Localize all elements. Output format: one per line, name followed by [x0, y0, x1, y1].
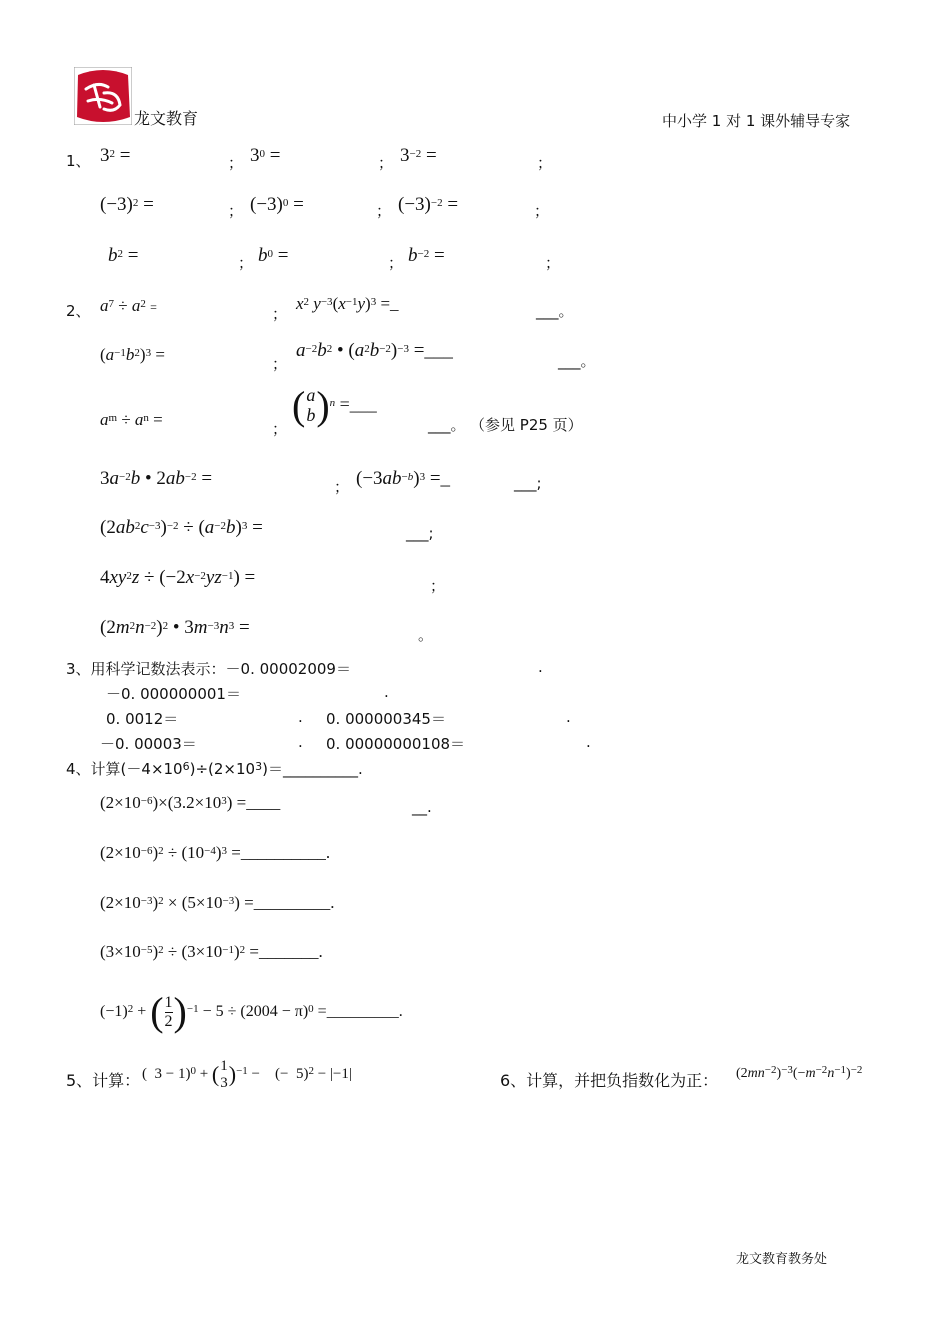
q2-blank-3: ___。 [428, 416, 466, 434]
q1-expr-1: $3^2$ = [100, 145, 131, 166]
q5-label: 5、计算： [66, 1071, 141, 1090]
q1-semicolon: ； [378, 154, 394, 172]
q1-number: 1、 [66, 152, 91, 170]
q4-expr-2: $(2\times 10^{-6})^2 \div (10^{-4})^3$ =__________. [100, 843, 331, 862]
q2-expr-10: $4xy^2z \div (-2x^{-2}yz^{-1})$ = [100, 567, 256, 588]
q1-semicolon: ； [388, 254, 404, 272]
q2-blank-5: ___; [406, 524, 434, 542]
q1-expr-6: $(-3)^{-2}$ = [398, 194, 459, 215]
q6-expr: $(2mn^{-2})^{-3}(-m^{-2}n^{-1})^{-2}$ [736, 1064, 863, 1081]
q6-label: 6、计算，并把负指数化为正： [500, 1071, 719, 1090]
q3-label: 3、用科学记数法表示：－0. 00002009＝ [66, 660, 351, 678]
q2-number: 2、 [66, 302, 91, 320]
q2-blank-1: ___。 [536, 302, 574, 320]
q2-semicolon: ； [334, 478, 350, 496]
q1-semicolon: ； [534, 202, 550, 220]
footer-office: 龙文教育教务处 [736, 1252, 828, 1267]
q3-period: . [298, 733, 303, 751]
q2-expr-1: $a^7 \div a^2$ = [100, 296, 157, 315]
q3-item-1: －0. 000000001＝ [106, 685, 241, 703]
q4-blank: __. [412, 798, 432, 816]
q3-item-5: 0. 00000000108＝ [326, 735, 466, 753]
q1-expr-9: $b^{-2}$ = [408, 245, 445, 266]
q2-expr-2: $x^2$ $y^{-3}(x^{-1}y)^3$ =_ [296, 294, 399, 313]
q4-expr-5: $(-1)^2$ + ( $\frac{1}{2}$ )$^{-1} - 5 \div (2004 - \pi)^0$ =_________. [100, 989, 403, 1035]
header-slogan: 中小学 1 对 1 课外辅导专家 [662, 112, 851, 130]
q2-semicolon: ； [272, 420, 288, 438]
q1-expr-3: $3^{-2}$ = [400, 145, 437, 166]
q4-label: 4、计算$(-4\times 10^6)\div(2\times 10^3)=\_\_\_\_\_\_\_\_\_\_$. [66, 760, 363, 778]
q3-period: . [298, 708, 303, 726]
q2-expr-8: $(-3ab^{-b})^3$ =_ [356, 468, 451, 489]
q3-period: . [538, 658, 543, 676]
q3-item-2: 0. 0012＝ [106, 710, 179, 728]
q2-expr-7: $3a^{-2}b$ • $2ab^{-2}$ = [100, 468, 213, 489]
q5-expr: ( 3 − 1)$^0$ + ( 1 3 )$^{-1}$ − (− 5)$^2$ − |−1| [142, 1058, 352, 1091]
q2-page-ref: （参见 P25 页） [470, 416, 583, 434]
q2-expr-4: $a^{-2}b^2$ • $(a^2b^{-2})^{-3}$ =___ [296, 340, 453, 361]
q1-semicolon: ； [376, 202, 392, 220]
q2-expr-5: $a^m \div a^n$ = [100, 410, 163, 429]
q2-semicolon: ； [430, 577, 446, 595]
q3-item-3: 0. 000000345＝ [326, 710, 446, 728]
q1-expr-2: $3^0$ = [250, 145, 281, 166]
q3-item-4: －0. 00003＝ [100, 735, 197, 753]
q2-semicolon: ； [272, 305, 288, 323]
q1-semicolon: ； [228, 202, 244, 220]
q2-expr-9: $(2ab^2c^{-3})^{-2} \div (a^{-2}b)^3$ = [100, 517, 263, 538]
q2-blank-4: ___; [514, 474, 542, 492]
q1-expr-4: $(-3)^2$ = [100, 194, 154, 215]
q3-period: . [384, 683, 389, 701]
q4-expr-4: $(3\times 10^{-5})^2 \div (3\times 10^{-1})^2$ =_______. [100, 942, 323, 961]
q2-period: 。 [418, 626, 434, 644]
brand-name: 龙文教育 [134, 109, 199, 128]
q3-period: . [566, 708, 571, 726]
q2-expr-11: $(2m^2n^{-2})^2$ • $3m^{-3}n^3$ = [100, 617, 250, 638]
q1-semicolon: ； [238, 254, 254, 272]
longwen-logo [74, 67, 132, 125]
q1-expr-7: $b^2$ = [108, 245, 139, 266]
q2-blank-2: ___。 [558, 352, 596, 370]
q1-expr-5: $(-3)^0$ = [250, 194, 304, 215]
q2-semicolon: ； [272, 355, 288, 373]
q1-expr-8: $b^0$ = [258, 245, 289, 266]
q1-semicolon: ； [545, 254, 561, 272]
q4-expr-1: $(2\times 10^{-6})\times(3.2\times 10^3)$ =____ [100, 793, 281, 812]
q3-period: . [586, 733, 591, 751]
q4-expr-3: $(2\times 10^{-3})^2 \times (5\times 10^{-3})$ =_________. [100, 893, 335, 912]
q1-semicolon: ； [228, 154, 244, 172]
q2-expr-3: $(a^{-1}b^2)^3$ = [100, 345, 165, 364]
q1-semicolon: ； [537, 154, 553, 172]
q2-expr-6: ( a b )$^n$ =___ [292, 382, 377, 428]
